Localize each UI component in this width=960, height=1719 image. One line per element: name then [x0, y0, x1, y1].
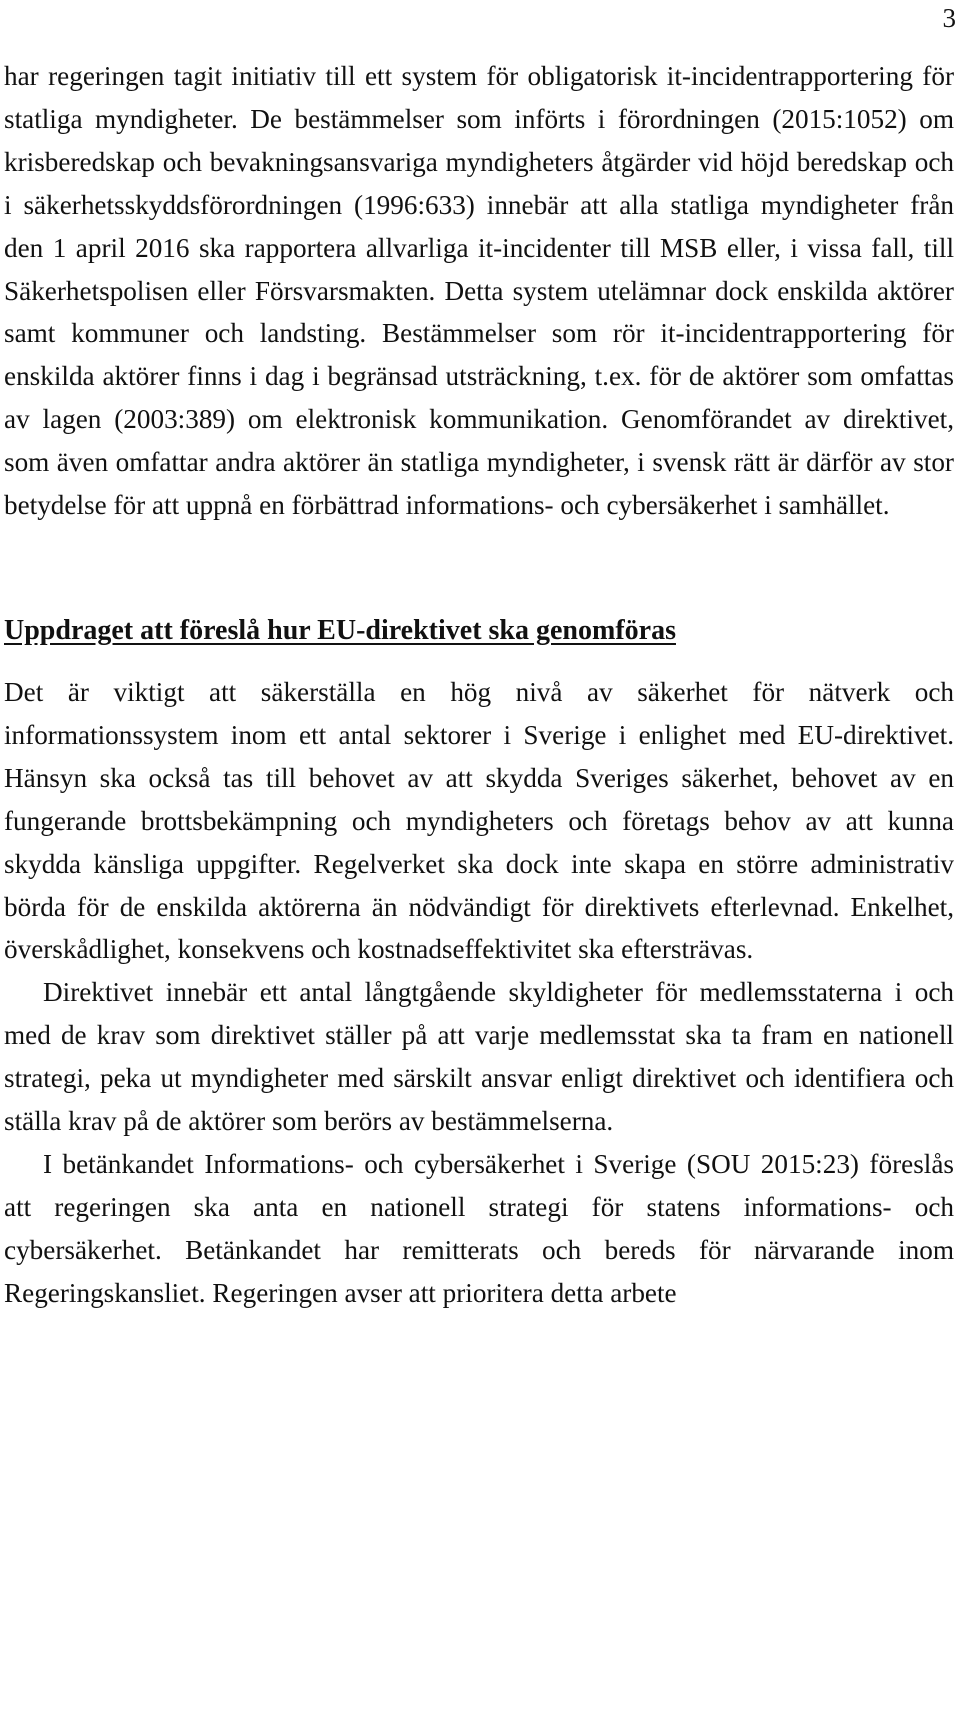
section-spacer: [4, 527, 954, 611]
intro-paragraph: har regeringen tagit initiativ till ett system för obligatorisk it-incidentrapportering för statliga myndigheter. De bestämmelser som införts i förordningen (2015:1052) om krisberedskap och bevakningsansvariga myndigheters åtgärder vid höjd beredskap och i säkerhetsskyddsförordningen (1996:633) innebär att alla statliga myndigheter från den 1 april 2016 ska rapportera allvarliga it-incidenter till MSB eller, i vissa fall, till Säkerhetspolisen eller Försvarsmakten. Detta system utelämnar dock enskilda aktörer samt kommuner och landsting. Bestämmelser som rör it-incidentrapportering för enskilda aktörer finns i dag i begränsad utsträckning, t.ex. för de aktörer som omfattas av lagen (2003:389) om elektronisk kommunikation. Genomförandet av direktivet, som även omfattar andra aktörer än statliga myndigheter, i svensk rätt är därför av stor betydelse för att uppnå en förbättrad informations- och cybersäkerhet i samhället.: [4, 61, 954, 521]
page-number: 3: [942, 3, 956, 33]
document-body: [4, 55, 954, 1315]
section-heading: Uppdraget att föreslå hur EU-direktivet ska genomföras: [4, 614, 676, 646]
heading-spacer: [4, 651, 954, 671]
body-paragraph-1: Det är viktigt att säkerställa en hög nivå av säkerhet för nätverk och informationssystem inom ett antal sektorer i Sverige i enlighet med EU-direktivet. Hänsyn ska också tas till behovet av att skydda Sveriges säkerhet, behovet av en fungerande brottsbekämpning och myndigheters och företags behov av att kunna skydda känsliga uppgifter. Regelverket ska dock inte skapa en större administrativ börda för de enskilda aktörerna än nödvändigt för direktivets efterlevnad. Enkelhet, överskådlighet, konsekvens och kostnadseffektivitet ska eftersträvas.: [4, 676, 954, 965]
body-paragraph-2: Direktivet innebär ett antal långtgående skyldigheter för medlemsstaterna i och med de krav som direktivet ställer på att varje medlemsstat ska ta fram en nationell strategi, peka ut myndigheter med särskilt ansvar enligt direktivet och identifiera och ställa krav på de aktörer som berörs av bestämmelserna.: [4, 977, 954, 1137]
body-paragraph-3: I betänkandet Informations- och cybersäkerhet i Sverige (SOU 2015:23) föreslås att regeringen ska anta en nationell strategi för statens informations- och cybersäkerhet. Betänkandet har remitterats och bereds för närvarande inom Regeringskansliet. Regeringen avser att prioritera detta arbete: [4, 1148, 954, 1308]
